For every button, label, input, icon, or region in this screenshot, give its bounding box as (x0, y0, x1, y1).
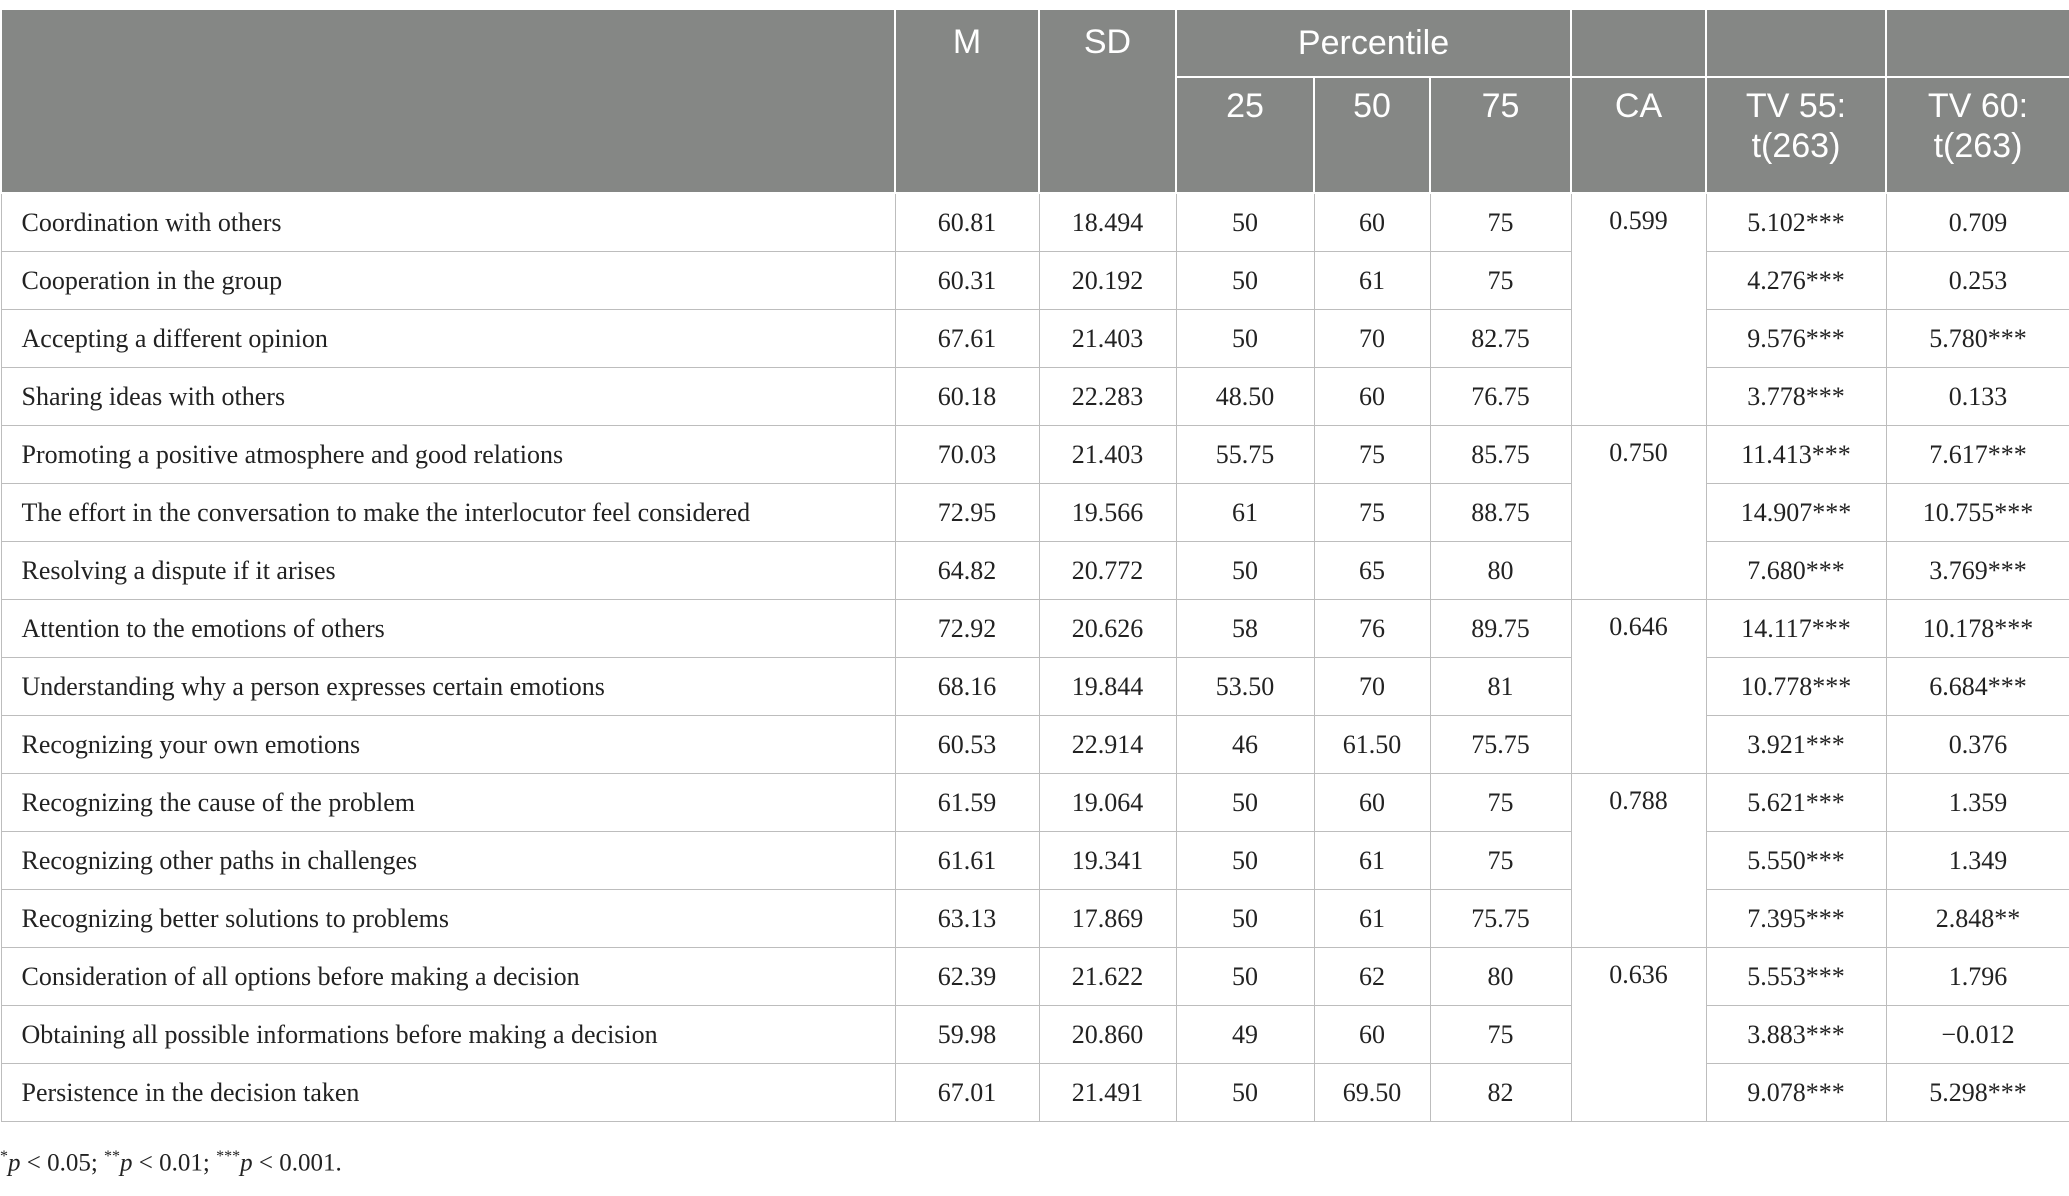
cell-m: 72.92 (895, 600, 1039, 658)
cell-p75: 75 (1430, 774, 1571, 832)
cell-p25: 50 (1176, 1064, 1314, 1122)
statistics-table (0, 8, 2069, 1122)
cell-p50: 62 (1314, 948, 1430, 1006)
cell-label: Sharing ideas with others (1, 368, 895, 426)
cell-label: Cooperation in the group (1, 252, 895, 310)
header-tv55-line1: TV 55: (1745, 87, 1847, 125)
table-row (1, 310, 2069, 368)
table-row (1, 252, 2069, 310)
cell-label: Persistence in the decision taken (1, 1064, 895, 1122)
cell-tv55: 9.078*** (1706, 1064, 1886, 1122)
cell-tv60: 5.298*** (1886, 1064, 2069, 1122)
cell-label: Recognizing other paths in challenges (1, 832, 895, 890)
cell-p50: 61 (1314, 890, 1430, 948)
cell-sd: 20.860 (1039, 1006, 1176, 1064)
cell-sd: 17.869 (1039, 890, 1176, 948)
cell-p25: 55.75 (1176, 426, 1314, 484)
cell-sd: 20.192 (1039, 252, 1176, 310)
header-tv55-top (1706, 9, 1886, 77)
header-ca: CA (1571, 77, 1706, 193)
table-row (1, 426, 2069, 484)
footnote-p-1: p (8, 1149, 21, 1177)
header-tv55-line2: t(263) (1751, 127, 1841, 165)
cell-ca: 0.636 (1571, 948, 1706, 1122)
cell-m: 68.16 (895, 658, 1039, 716)
cell-sd: 19.844 (1039, 658, 1176, 716)
cell-tv55: 9.576*** (1706, 310, 1886, 368)
table-row (1, 774, 2069, 832)
table-body (1, 193, 2069, 1122)
table-row (1, 890, 2069, 948)
cell-p75: 75 (1430, 252, 1571, 310)
cell-m: 62.39 (895, 948, 1039, 1006)
table-row (1, 716, 2069, 774)
cell-p25: 50 (1176, 890, 1314, 948)
footnote-sym-1: * (0, 1148, 8, 1165)
cell-sd: 18.494 (1039, 193, 1176, 252)
cell-ca: 0.646 (1571, 600, 1706, 774)
cell-tv60: 0.709 (1886, 193, 2069, 252)
cell-tv60: 0.253 (1886, 252, 2069, 310)
cell-tv55: 4.276*** (1706, 252, 1886, 310)
cell-p75: 82 (1430, 1064, 1571, 1122)
footnote (0, 1148, 342, 1177)
cell-p50: 70 (1314, 658, 1430, 716)
header-percentile: Percentile (1176, 9, 1571, 77)
footnote-text-1: < 0.05; (20, 1149, 105, 1177)
cell-label: Understanding why a person expresses certain emotions (1, 658, 895, 716)
cell-sd: 22.914 (1039, 716, 1176, 774)
cell-m: 60.18 (895, 368, 1039, 426)
cell-ca: 0.788 (1571, 774, 1706, 948)
cell-ca: 0.599 (1571, 193, 1706, 426)
footnote-text-2: < 0.01; (132, 1149, 217, 1177)
cell-tv60: 6.684*** (1886, 658, 2069, 716)
cell-p75: 81 (1430, 658, 1571, 716)
cell-sd: 21.403 (1039, 310, 1176, 368)
cell-p75: 88.75 (1430, 484, 1571, 542)
footnote-sym-2: ** (104, 1148, 121, 1165)
cell-p25: 49 (1176, 1006, 1314, 1064)
header-tv60-line1: TV 60: (1927, 87, 2029, 125)
cell-p75: 80 (1430, 542, 1571, 600)
cell-p75: 75.75 (1430, 890, 1571, 948)
cell-p75: 80 (1430, 948, 1571, 1006)
cell-p75: 75 (1430, 193, 1571, 252)
cell-sd: 20.626 (1039, 600, 1176, 658)
cell-p50: 70 (1314, 310, 1430, 368)
cell-label: Recognizing better solutions to problems (1, 890, 895, 948)
cell-m: 60.81 (895, 193, 1039, 252)
cell-m: 64.82 (895, 542, 1039, 600)
cell-tv55: 14.907*** (1706, 484, 1886, 542)
cell-p75: 75 (1430, 1006, 1571, 1064)
cell-p25: 48.50 (1176, 368, 1314, 426)
cell-tv55: 11.413*** (1706, 426, 1886, 484)
header-tv55 (1706, 77, 1886, 193)
cell-p50: 69.50 (1314, 1064, 1430, 1122)
cell-tv60: 0.133 (1886, 368, 2069, 426)
cell-p25: 50 (1176, 252, 1314, 310)
cell-ca: 0.750 (1571, 426, 1706, 600)
cell-p25: 50 (1176, 310, 1314, 368)
cell-p25: 61 (1176, 484, 1314, 542)
cell-p75: 75 (1430, 832, 1571, 890)
footnote-p-3: p (240, 1149, 253, 1177)
cell-tv60: 1.349 (1886, 832, 2069, 890)
cell-p50: 60 (1314, 1006, 1430, 1064)
cell-label: Coordination with others (1, 193, 895, 252)
table-row (1, 193, 2069, 252)
cell-m: 61.61 (895, 832, 1039, 890)
header-p75: 75 (1430, 77, 1571, 193)
cell-sd: 20.772 (1039, 542, 1176, 600)
cell-tv55: 14.117*** (1706, 600, 1886, 658)
header-label (1, 9, 895, 193)
cell-tv55: 3.778*** (1706, 368, 1886, 426)
cell-tv60: −0.012 (1886, 1006, 2069, 1064)
header-tv60 (1886, 77, 2069, 193)
footnote-sym-3: *** (216, 1148, 241, 1165)
cell-sd: 19.341 (1039, 832, 1176, 890)
cell-tv60: 2.848** (1886, 890, 2069, 948)
cell-m: 70.03 (895, 426, 1039, 484)
cell-p25: 50 (1176, 774, 1314, 832)
cell-tv60: 5.780*** (1886, 310, 2069, 368)
cell-sd: 19.064 (1039, 774, 1176, 832)
footnote-p-2: p (120, 1149, 133, 1177)
cell-p25: 53.50 (1176, 658, 1314, 716)
cell-p75: 75.75 (1430, 716, 1571, 774)
cell-sd: 21.403 (1039, 426, 1176, 484)
cell-tv60: 10.178*** (1886, 600, 2069, 658)
table-row (1, 368, 2069, 426)
table-row (1, 1006, 2069, 1064)
header-tv60-top (1886, 9, 2069, 77)
cell-tv55: 3.883*** (1706, 1006, 1886, 1064)
cell-p25: 58 (1176, 600, 1314, 658)
cell-p50: 75 (1314, 426, 1430, 484)
cell-p25: 50 (1176, 542, 1314, 600)
table-row (1, 1064, 2069, 1122)
header-p50: 50 (1314, 77, 1430, 193)
cell-tv55: 7.680*** (1706, 542, 1886, 600)
cell-sd: 21.491 (1039, 1064, 1176, 1122)
cell-label: Recognizing your own emotions (1, 716, 895, 774)
cell-label: Consideration of all options before making a decision (1, 948, 895, 1006)
table-row (1, 484, 2069, 542)
cell-p50: 65 (1314, 542, 1430, 600)
cell-m: 63.13 (895, 890, 1039, 948)
cell-p50: 61.50 (1314, 716, 1430, 774)
cell-label: Resolving a dispute if it arises (1, 542, 895, 600)
cell-p50: 60 (1314, 368, 1430, 426)
cell-tv55: 5.621*** (1706, 774, 1886, 832)
cell-m: 60.31 (895, 252, 1039, 310)
table-row (1, 948, 2069, 1006)
cell-tv55: 5.102*** (1706, 193, 1886, 252)
header-m: M (895, 9, 1039, 193)
cell-tv60: 3.769*** (1886, 542, 2069, 600)
header-p25: 25 (1176, 77, 1314, 193)
cell-tv55: 5.553*** (1706, 948, 1886, 1006)
cell-tv55: 7.395*** (1706, 890, 1886, 948)
cell-tv60: 1.796 (1886, 948, 2069, 1006)
header-sd: SD (1039, 9, 1176, 193)
cell-p75: 85.75 (1430, 426, 1571, 484)
cell-m: 59.98 (895, 1006, 1039, 1064)
cell-p50: 61 (1314, 252, 1430, 310)
cell-p75: 76.75 (1430, 368, 1571, 426)
cell-m: 67.61 (895, 310, 1039, 368)
cell-p25: 50 (1176, 948, 1314, 1006)
cell-p25: 50 (1176, 832, 1314, 890)
table-row (1, 542, 2069, 600)
header-tv60-line2: t(263) (1933, 127, 2023, 165)
header-ca-top (1571, 9, 1706, 77)
cell-label: Accepting a different opinion (1, 310, 895, 368)
cell-m: 60.53 (895, 716, 1039, 774)
table-row (1, 832, 2069, 890)
cell-tv55: 5.550*** (1706, 832, 1886, 890)
cell-tv60: 10.755*** (1886, 484, 2069, 542)
table-row (1, 658, 2069, 716)
cell-m: 61.59 (895, 774, 1039, 832)
cell-tv60: 7.617*** (1886, 426, 2069, 484)
cell-p25: 50 (1176, 193, 1314, 252)
cell-p75: 89.75 (1430, 600, 1571, 658)
table-header (1, 9, 2069, 193)
cell-p50: 61 (1314, 832, 1430, 890)
cell-label: The effort in the conversation to make the interlocutor feel considered (1, 484, 895, 542)
cell-tv60: 0.376 (1886, 716, 2069, 774)
cell-p50: 75 (1314, 484, 1430, 542)
cell-label: Obtaining all possible informations before making a decision (1, 1006, 895, 1064)
cell-label: Attention to the emotions of others (1, 600, 895, 658)
cell-sd: 21.622 (1039, 948, 1176, 1006)
cell-sd: 19.566 (1039, 484, 1176, 542)
table-container (0, 8, 2069, 1122)
cell-m: 67.01 (895, 1064, 1039, 1122)
cell-label: Promoting a positive atmosphere and good relations (1, 426, 895, 484)
cell-sd: 22.283 (1039, 368, 1176, 426)
cell-tv60: 1.359 (1886, 774, 2069, 832)
footnote-text-3: < 0.001. (252, 1149, 342, 1177)
cell-tv55: 10.778*** (1706, 658, 1886, 716)
cell-p75: 82.75 (1430, 310, 1571, 368)
cell-p25: 46 (1176, 716, 1314, 774)
cell-p50: 60 (1314, 193, 1430, 252)
table-row (1, 600, 2069, 658)
cell-p50: 76 (1314, 600, 1430, 658)
cell-m: 72.95 (895, 484, 1039, 542)
cell-tv55: 3.921*** (1706, 716, 1886, 774)
cell-p50: 60 (1314, 774, 1430, 832)
cell-label: Recognizing the cause of the problem (1, 774, 895, 832)
